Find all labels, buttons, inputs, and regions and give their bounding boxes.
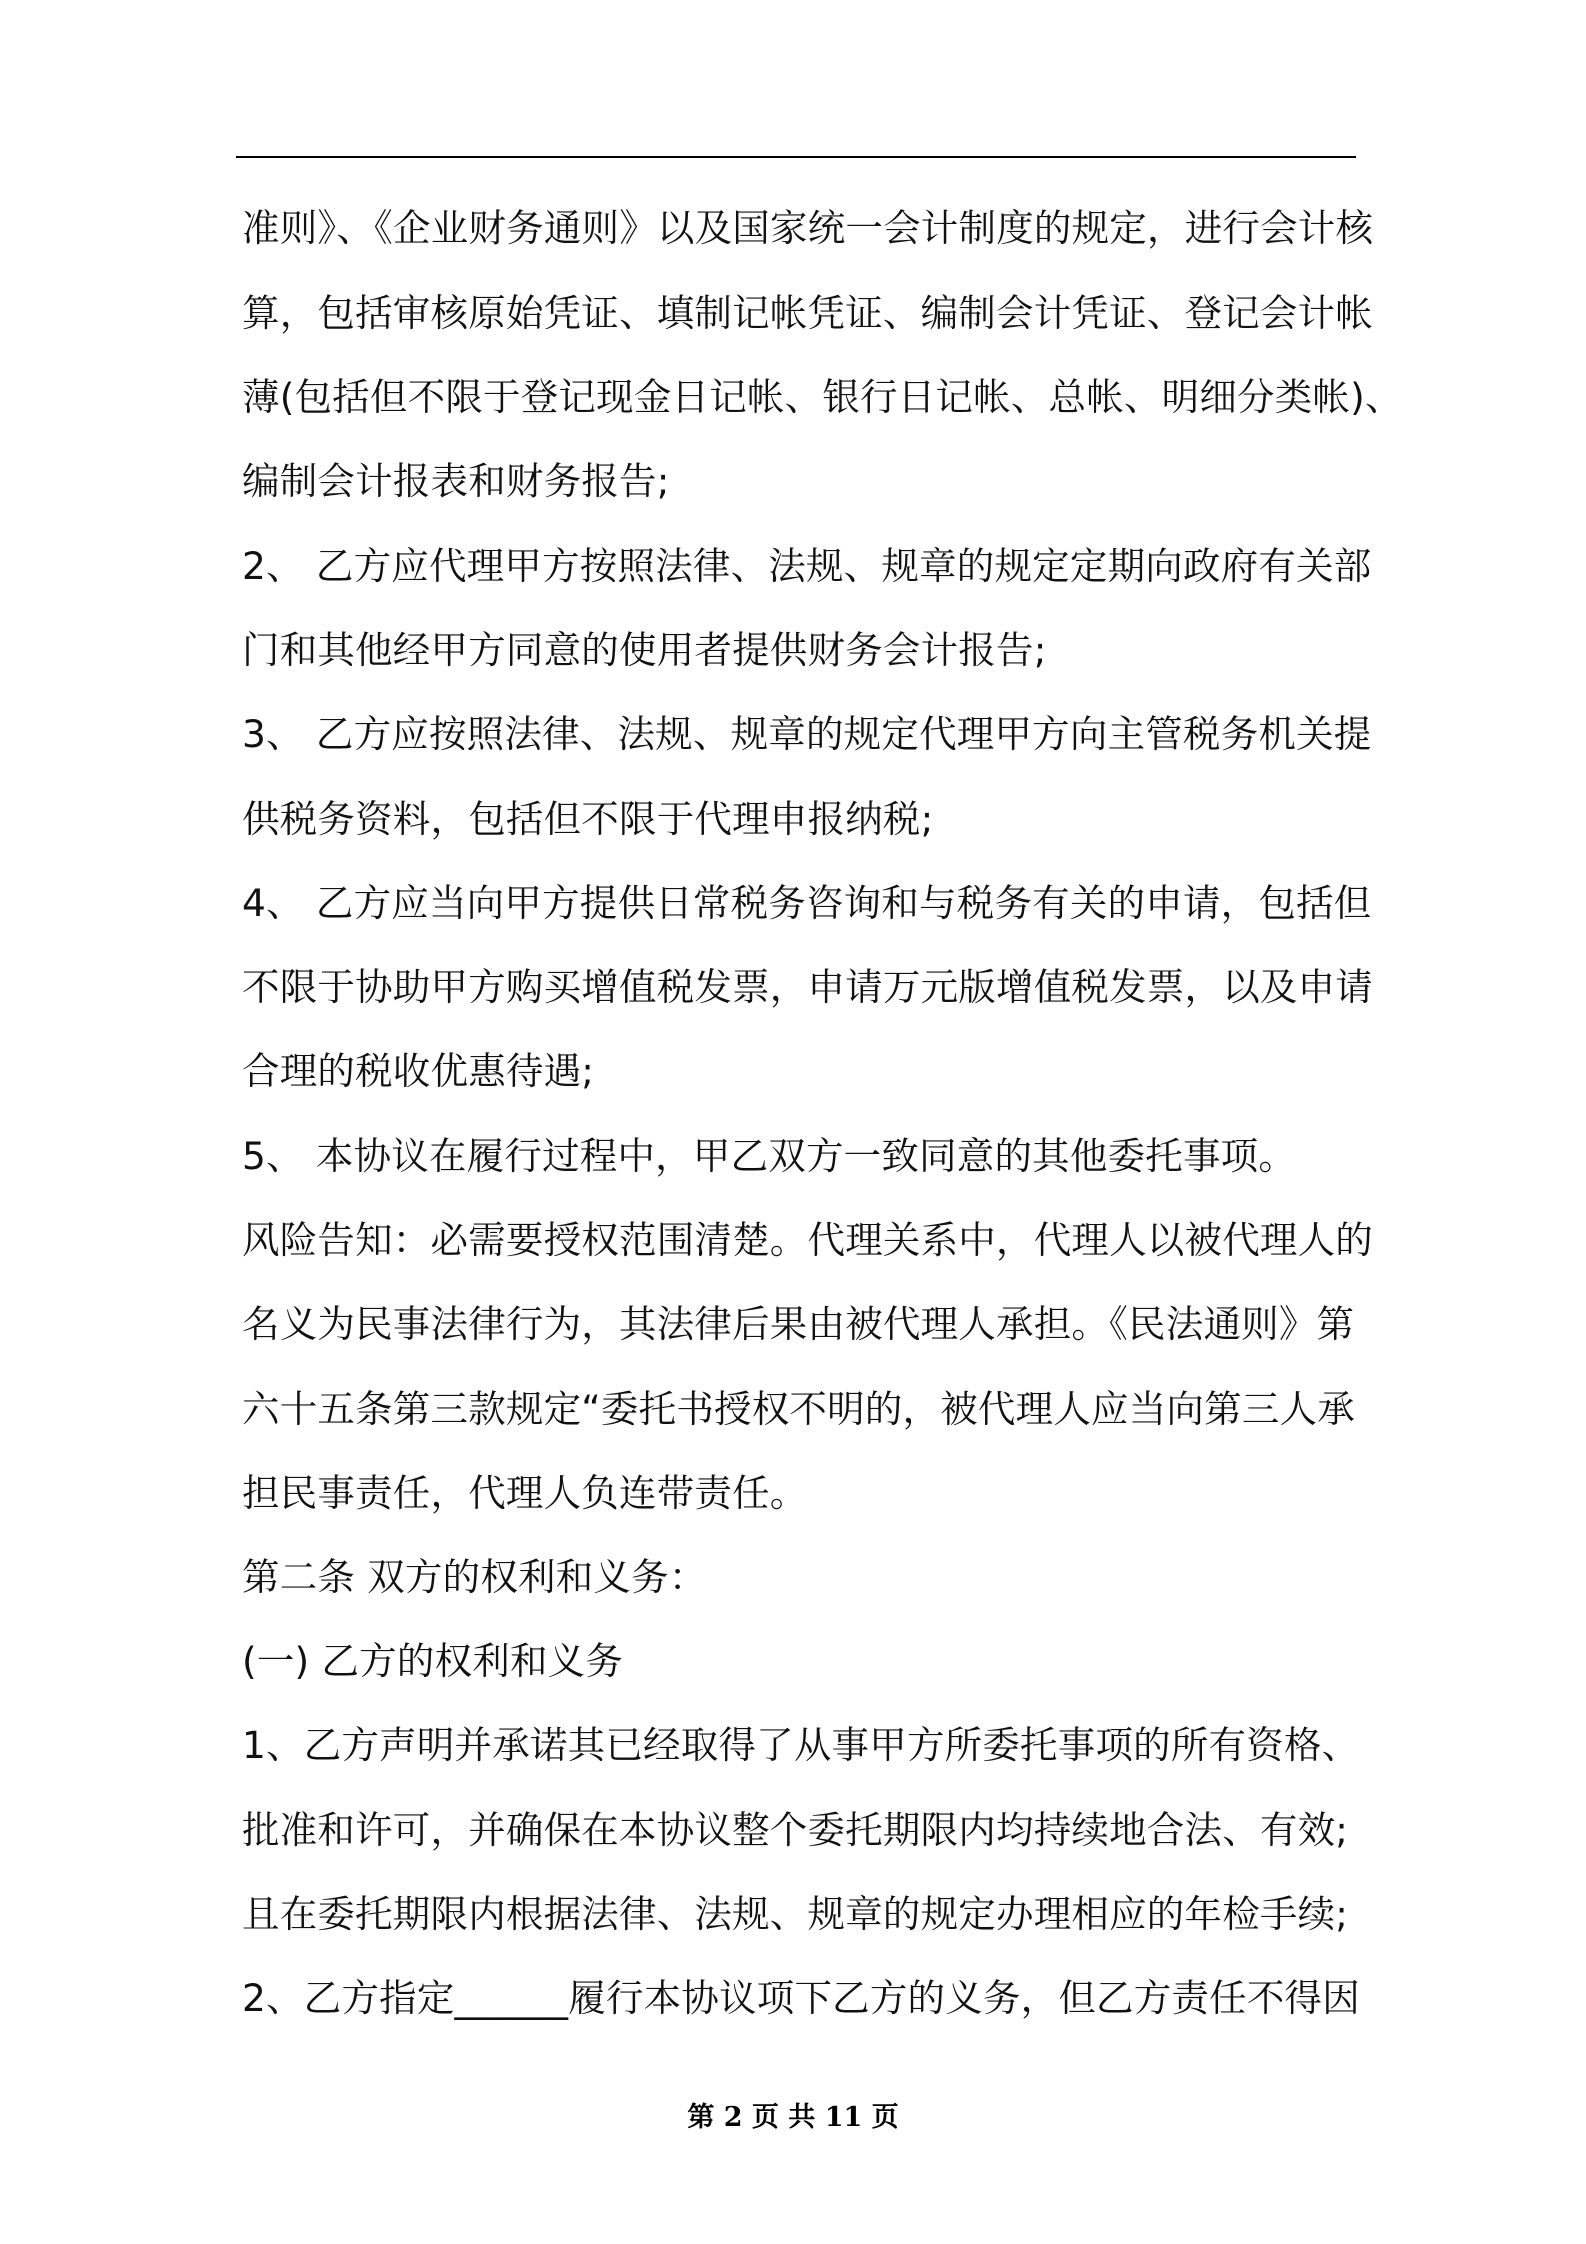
- text-line: 六十五条第三款规定“委托书授权不明的，被代理人应当向第三人承: [242, 1387, 1355, 1431]
- text-line: 门和其他经甲方同意的使用者提供财务会计报告;: [242, 628, 1047, 672]
- text-line: 5、 本协议在履行过程中，甲乙双方一致同意的其他委托事项。: [242, 1134, 1297, 1178]
- text-line: 1、乙方声明并承诺其已经取得了从事甲方所委托事项的所有资格、: [242, 1723, 1360, 1767]
- text-line: 批准和许可，并确保在本协议整个委托期限内均持续地合法、有效;: [242, 1808, 1349, 1852]
- text-line: 不限于协助甲方购买增值税发票，申请万元版增值税发票，以及申请: [242, 965, 1373, 1009]
- text-line: 且在委托期限内根据法律、法规、规章的规定办理相应的年检手续;: [242, 1892, 1349, 1936]
- text-line: 2、乙方指定______履行本协议项下乙方的义务，但乙方责任不得因: [242, 1976, 1360, 2020]
- text-line: 名义为民事法律行为，其法律后果由被代理人承担。《民法通则》第: [242, 1302, 1355, 1346]
- page-number-footer: 第 2 页 共 11 页: [687, 2102, 899, 2133]
- text-line: (一) 乙方的权利和义务: [242, 1639, 624, 1683]
- text-line: 算，包括审核原始凭证、填制记帐凭证、编制会计凭证、登记会计帐: [242, 291, 1373, 335]
- text-line: 第二条 双方的权利和义务：: [242, 1555, 707, 1599]
- text-line: 2、 乙方应代理甲方按照法律、法规、规章的规定定期向政府有关部: [242, 544, 1372, 588]
- text-line: 4、 乙方应当向甲方提供日常税务咨询和与税务有关的申请，包括但: [242, 881, 1372, 925]
- text-line: 编制会计报表和财务报告;: [242, 459, 670, 503]
- text-line: 薄(包括但不限于登记现金日记帐、银行日记帐、总帐、明细分类帐)、: [242, 375, 1403, 419]
- text-line: 风险告知：必需要授权范围清楚。代理关系中，代理人以被代理人的: [242, 1218, 1373, 1262]
- text-line: 合理的税收优惠待遇;: [242, 1049, 595, 1093]
- text-line: 3、 乙方应按照法律、法规、规章的规定代理甲方向主管税务机关提: [242, 712, 1372, 756]
- text-line: 担民事责任，代理人负连带责任。: [242, 1471, 808, 1515]
- text-line: 准则》、《企业财务通则》以及国家统一会计制度的规定，进行会计核: [242, 206, 1374, 250]
- text-line: 供税务资料，包括但不限于代理申报纳税;: [242, 797, 934, 841]
